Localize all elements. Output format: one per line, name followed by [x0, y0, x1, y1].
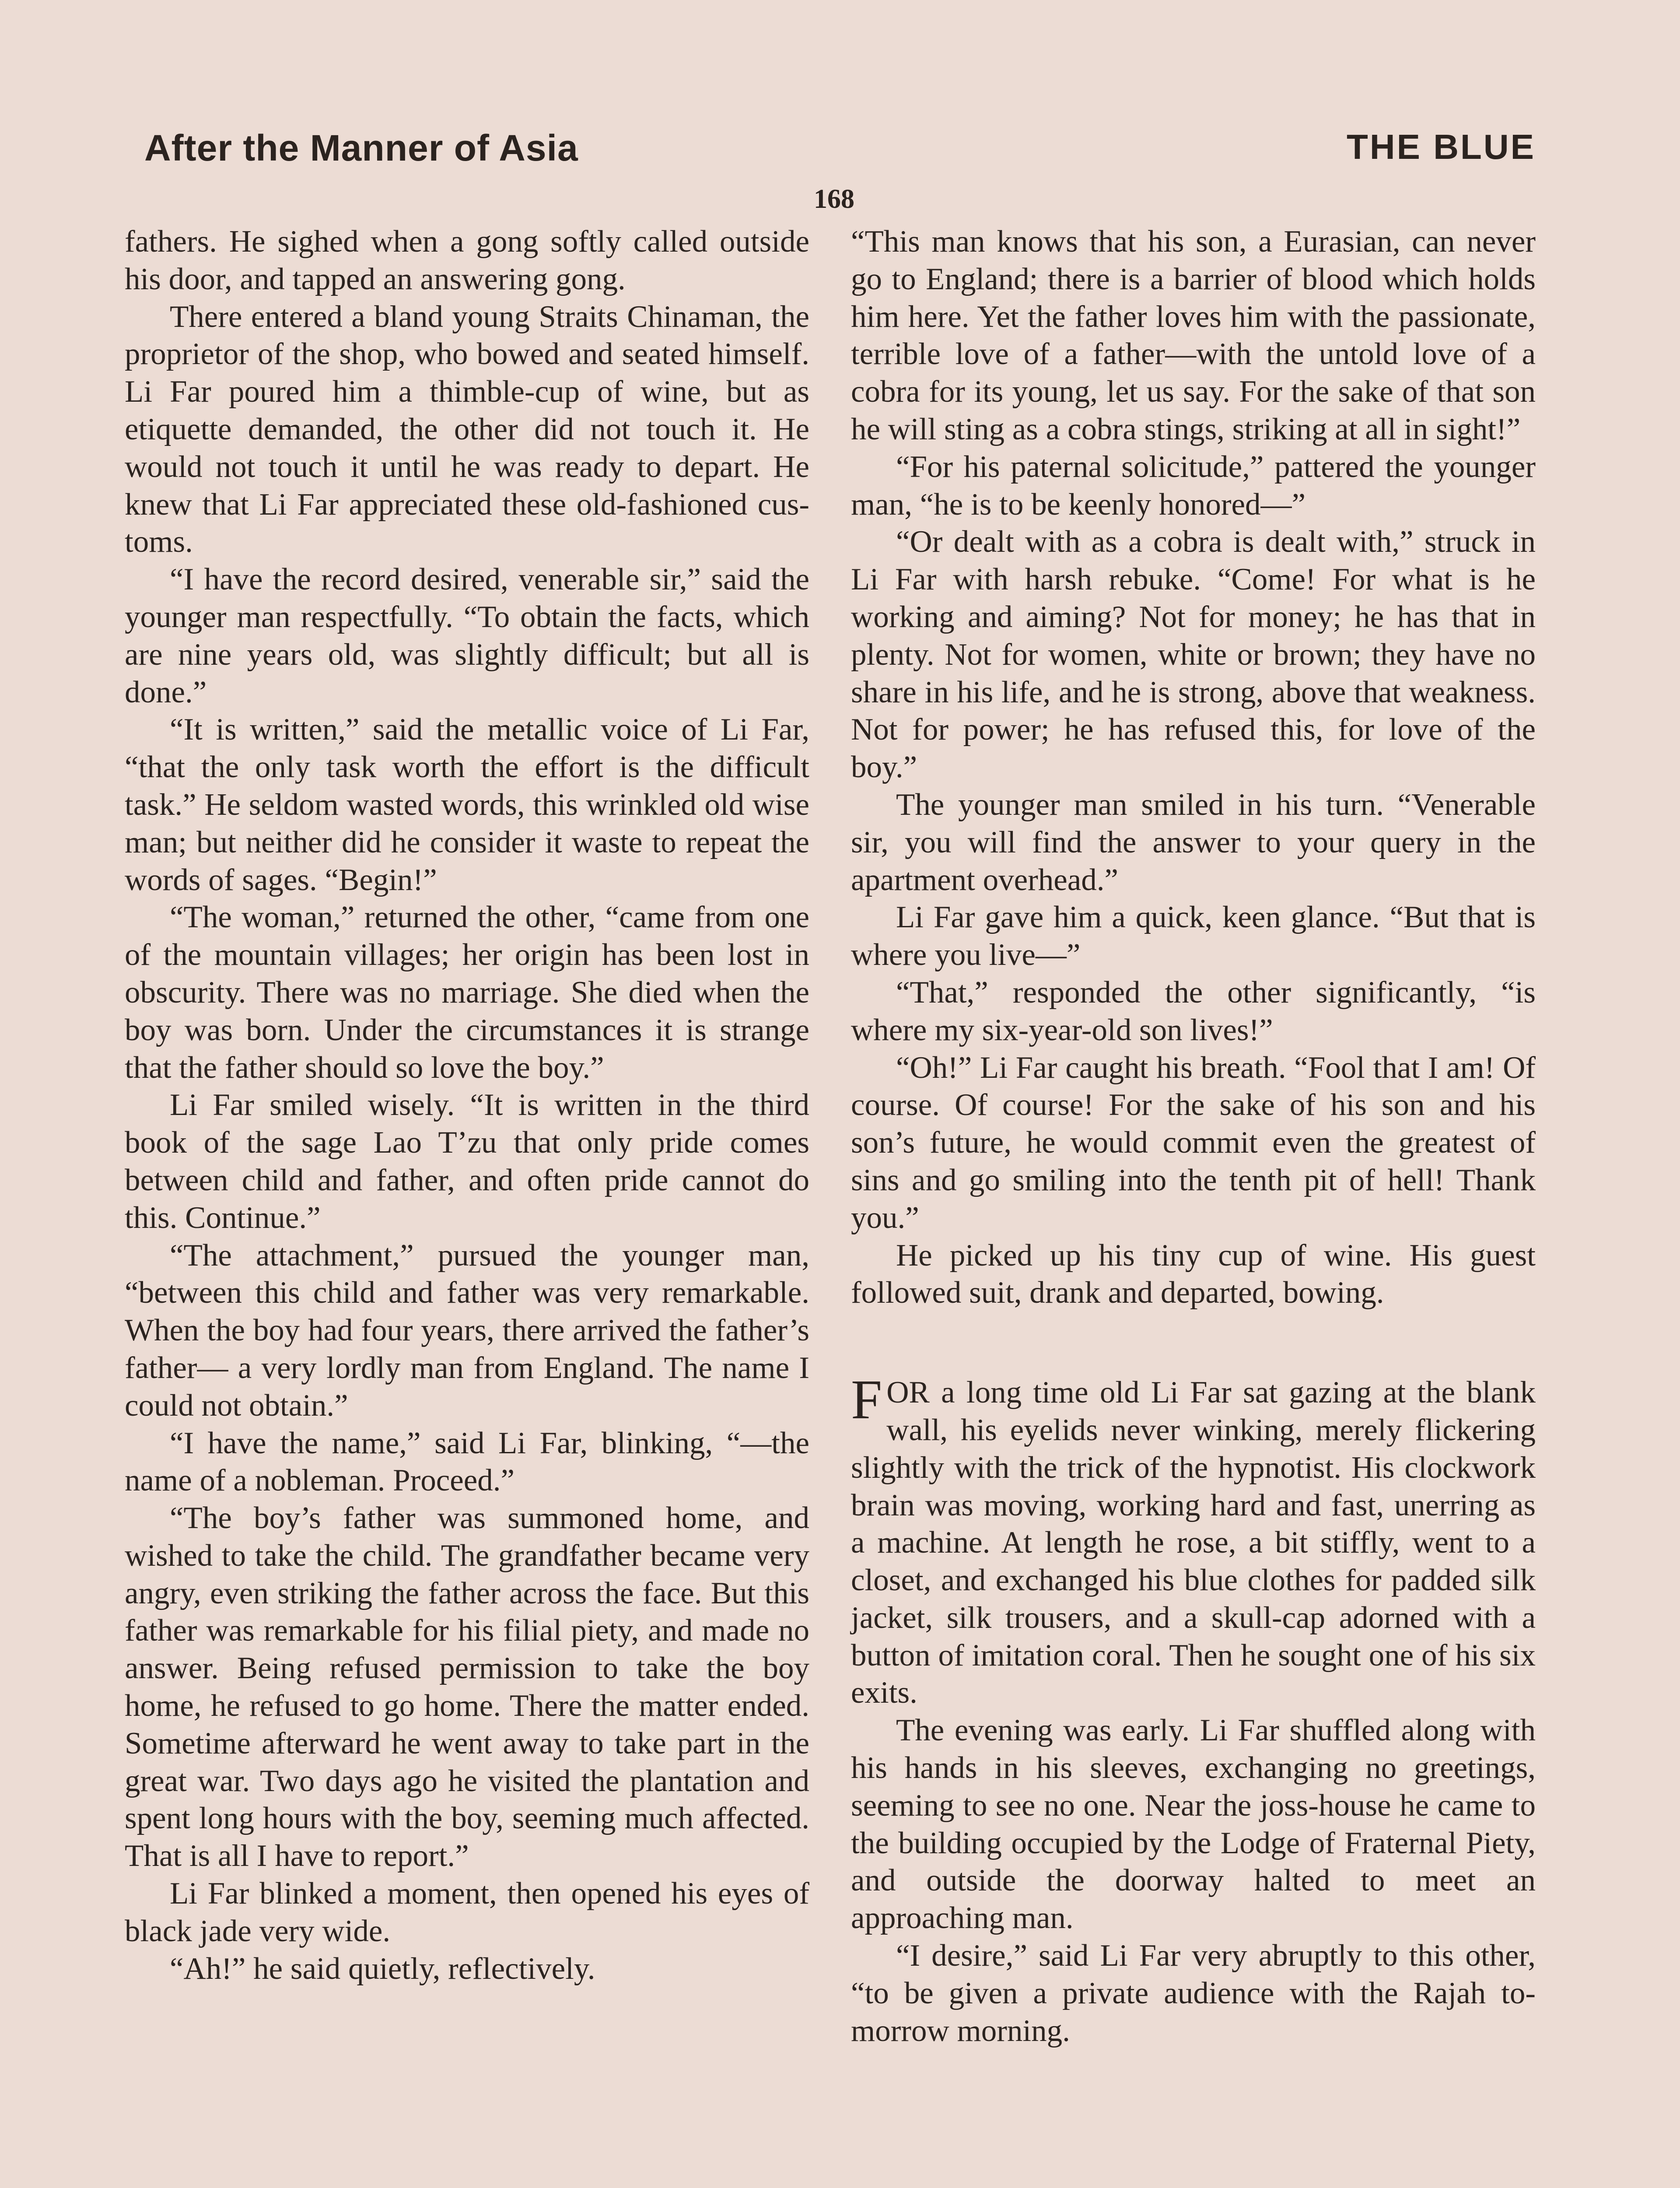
paragraph: “Ah!” he said quietly, reflectively. — [169, 1951, 595, 1986]
running-head-title: After the Manner of Asia — [144, 127, 578, 168]
paragraph: “Or dealt with as a cobra is dealt with,” struck in Li Far with harsh rebuke. “Come! For what is he working and aiming? Not for money; he has that in plenty. Not for women, white or brown; they have no share in his life, and he is strong, above that weakness. Not for power; he has refused this, for love of the boy.” — [851, 525, 1536, 785]
right-column — [851, 223, 1536, 2050]
paragraph: “This man knows that his son, a Eurasian, can never go to England; there is a barrier of blood which holds him here. Yet the father loves him with the passionate, terrible love of a father—with the untold love of a cobra for its young, let us say. For the sake of that son he will sting as a cobra stings, striking at all in sight!” — [851, 224, 1536, 446]
paragraph: “It is written,” said the metallic voice of Li Far, “that the only task worth the effort is the difficult task.” He seldom wasted words, this wrinkled old wise man; but neither did he consider it waste to repeat the words of sages. “Begin!” — [125, 712, 809, 897]
running-head-magazine: THE BLUE — [1347, 127, 1536, 166]
paragraph: Li Far blinked a moment, then opened his eyes of black jade very wide. — [125, 1876, 809, 1948]
section-opening-paragraph — [851, 1368, 1536, 1712]
paragraph: Li Far gave him a quick, keen glance. “But that is where you live—” — [851, 900, 1536, 972]
paragraph: The evening was early. Li Far shuffled along with his hands in his sleeves, exchanging no greetings, seeming to see no one. Near the joss-house he came to the building occupied by the Lodge of Fraternal Piety, and outside the doorway halted to meet an approaching man. — [851, 1713, 1536, 1936]
paragraph: Li Far smiled wisely. “It is written in the third book of the sage Lao T’zu that only pride comes between child and father, and often pride cannot do this. Continue.” — [125, 1088, 809, 1235]
page-number: 168 — [814, 184, 854, 214]
paragraph: He picked up his tiny cup of wine. His guest followed suit, drank and departed, bowing. — [851, 1238, 1536, 1310]
paragraph-text: OR a long time old Li Far sat gazing at the blank wall, his eyelids never winking, merely flickering slightly with the trick of the hypnotist. His clockwork brain was moving, working hard and fast, unerring as a machine. At length he rose, a bit stiffly, went to a closet, and exchanged his blue clothes for padded silk jacket, silk trousers, and a skull-cap adorned with a button of imitation coral. Then he sought one of his six exits. — [851, 1375, 1536, 1710]
paragraph: “The boy’s father was summoned home, and wished to take the child. The grandfather became very angry, even striking the father across the face. But this father was remarkable for his filial piety, and made no answer. Being refused permission to take the boy home, he refused to go home. There the matter ended. Sometime afterward he went away to take part in the great war. Two days ago he visited the plantation and spent long hours with the boy, seeming much affected. That is all I have to report.” — [125, 1501, 809, 1873]
paragraph: The younger man smiled in his turn. “Venerable sir, you will find the answer to your query in the apartment overhead.” — [851, 787, 1536, 897]
paragraph: “The attachment,” pursued the younger man, “between this child and father was very remarkable. When the boy had four years, there arrived the father’s father— a very lordly man from England. The name I could not obtain.” — [125, 1238, 809, 1423]
paragraph: “I have the name,” said Li Far, blinking, “—the name of a nobleman. Proceed.” — [125, 1426, 809, 1498]
drop-cap: F — [851, 1368, 882, 1431]
paragraph: fathers. He sighed when a gong softly called outside his door, and tapped an answering gong. — [125, 224, 809, 296]
paragraph: “The woman,” returned the other, “came from one of the mountain villages; her origin has been lost in obscurity. There was no marriage. She died when the boy was born. Under the circumstances it is strange that the father should so love the boy.” — [125, 900, 809, 1085]
paragraph: There entered a bland young Straits Chinaman, the proprietor of the shop, who bowed and seated himself. Li Far poured him a thimble-cup of wine, but as etiquette demanded, the other did not touch it. He would not touch it until he was ready to depart. He knew that Li Far appreciated these old-fashioned customs. — [125, 299, 809, 559]
paragraph: “For his paternal solicitude,” pattered the younger man, “he is to be keenly honored—” — [851, 449, 1536, 522]
paragraph: “I desire,” said Li Far very abruptly to this other, “to be given a private audience with the Rajah to-morrow morning. — [851, 1939, 1536, 2048]
paragraph: “Oh!” Li Far caught his breath. “Fool that I am! Of course. Of course! For the sake of his son and his son’s future, he would commit even the greatest of sins and go smiling into the tenth pit of hell! Thank you.” — [851, 1050, 1536, 1235]
paragraph: “That,” responded the other significantly, “is where my six-year-old son lives!” — [851, 975, 1536, 1047]
paragraph: “I have the record desired, venerable sir,” said the younger man respectfully. “To obtain the facts, which are nine years old, was slightly difficult; but all is done.” — [125, 562, 809, 709]
left-column — [125, 223, 809, 1988]
